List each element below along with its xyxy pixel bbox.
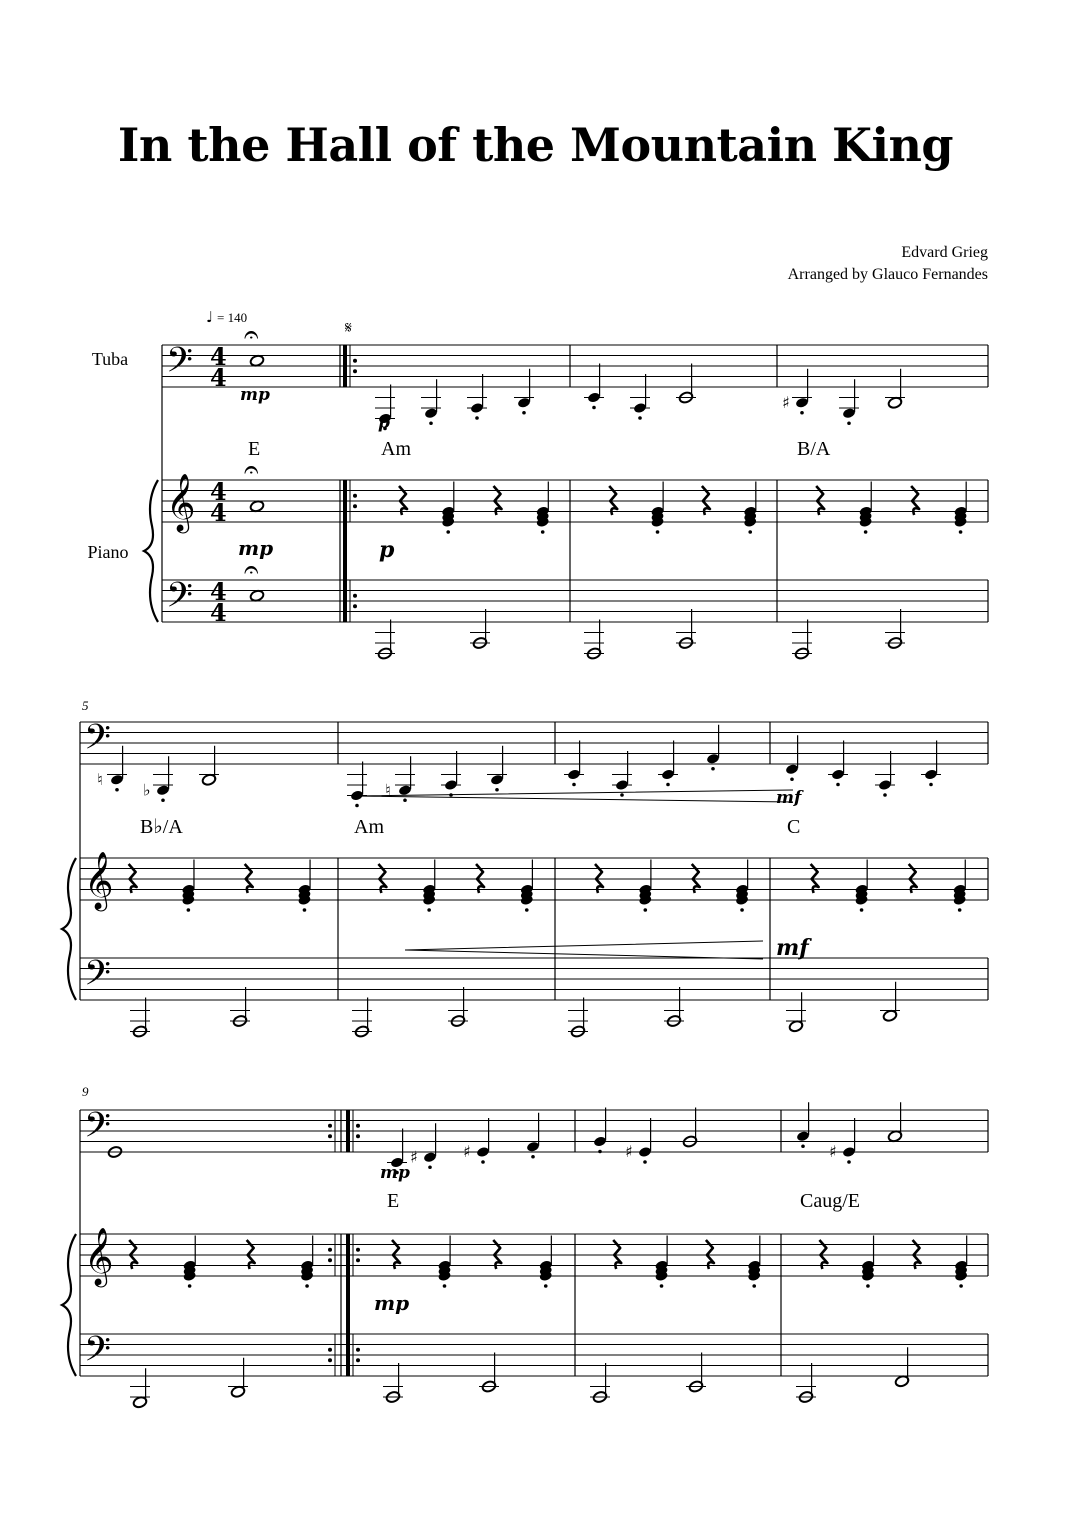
notehead	[796, 1130, 810, 1142]
repeat-thick-bar	[346, 1234, 350, 1376]
treble-clef-icon: 𝄞	[84, 850, 114, 909]
repeat-dot	[328, 1258, 332, 1262]
staccato-dot	[929, 783, 933, 787]
segno-icon: 𝄋	[345, 318, 352, 337]
barlines	[62, 345, 988, 1376]
staccato-dot	[429, 421, 433, 425]
staccato-dot	[305, 1284, 309, 1288]
notehead	[924, 768, 938, 780]
bass-clef-icon: 𝄢	[166, 339, 194, 389]
chord-symbol: C	[787, 816, 801, 838]
repeat-dot	[328, 1124, 332, 1128]
treble-clef-icon: 𝄞	[84, 1226, 114, 1285]
notehead	[249, 500, 264, 513]
chord-symbol: Am	[381, 438, 411, 460]
staccato-dot	[544, 1284, 548, 1288]
repeat-dot	[353, 359, 357, 363]
staccato-dot	[541, 530, 545, 534]
staccato-dot	[303, 908, 307, 912]
accidental: ♮	[97, 769, 103, 789]
repeat-dot	[356, 1134, 360, 1138]
tempo-note-icon: ♩	[206, 308, 214, 326]
bass-clef-icon: 𝄢	[84, 1328, 112, 1378]
notehead	[567, 768, 581, 780]
dynamic-marking: mp	[240, 385, 270, 405]
staccato-dot	[643, 1160, 647, 1164]
dynamic-marking: mf	[776, 935, 809, 961]
measure-number: 5	[82, 698, 89, 713]
staccato-dot	[836, 783, 840, 787]
repeat-dot	[328, 1348, 332, 1352]
repeat-dot	[328, 1358, 332, 1362]
staccato-dot	[752, 1284, 756, 1288]
repeat-thick-bar	[343, 480, 347, 622]
chord-symbol: Am	[354, 816, 384, 838]
notehead	[490, 774, 504, 786]
staccato-dot	[188, 1284, 192, 1288]
chord-symbol: B♭/A	[140, 816, 183, 838]
staccato-dot	[959, 1284, 963, 1288]
notehead	[526, 1141, 540, 1153]
time-signature-numerator: 4	[210, 476, 227, 506]
notehead	[842, 407, 856, 419]
staccato-dot	[495, 788, 499, 792]
repeat-dot	[353, 604, 357, 608]
crescendo-hairpin	[405, 941, 763, 959]
repeat-dot	[353, 494, 357, 498]
repeat-dot	[328, 1134, 332, 1138]
staccato-dot	[847, 1160, 851, 1164]
time-signature-denominator: 4	[210, 497, 227, 527]
dynamic-marking: mf	[776, 788, 802, 808]
instrument-label-tuba: Tuba	[91, 349, 129, 369]
repeat-thick-bar	[343, 345, 347, 387]
staccato-dot	[443, 1284, 447, 1288]
accidental: ♯	[463, 1142, 471, 1161]
staccato-dot	[525, 908, 529, 912]
staccato-dot	[800, 411, 804, 415]
notehead	[249, 354, 264, 367]
accidental: ♯	[829, 1142, 837, 1161]
staccato-dot	[592, 406, 596, 410]
time-signature-numerator: 4	[210, 341, 227, 371]
dynamic-marking: mp	[374, 1291, 410, 1315]
chord-symbol: E	[387, 1190, 400, 1212]
staccato-dot	[660, 1284, 664, 1288]
dynamic-marking: p	[379, 537, 395, 563]
staccato-dot	[711, 767, 715, 771]
notehead	[110, 774, 124, 786]
time-signature-numerator: 4	[210, 576, 227, 606]
staccato-dot	[115, 788, 119, 792]
bass-clef-icon: 𝄢	[84, 952, 112, 1002]
fermata-icon: 𝄐	[244, 555, 259, 585]
staccato-dot	[446, 530, 450, 534]
notehead	[785, 763, 799, 775]
crescendo-hairpin	[355, 790, 793, 802]
accidental: ♭	[143, 780, 151, 800]
staccato-dot	[427, 908, 431, 912]
bass-clef-icon: 𝄢	[84, 716, 112, 766]
staccato-dot	[355, 804, 359, 808]
repeat-dot	[353, 504, 357, 508]
staccato-dot	[666, 783, 670, 787]
staccato-dot	[481, 1160, 485, 1164]
notehead	[423, 1151, 437, 1163]
staccato-dot	[522, 411, 526, 415]
accidental: ♯	[782, 392, 790, 412]
repeat-thick-bar	[346, 1110, 350, 1152]
treble-clef-icon: 𝄞	[166, 472, 196, 531]
instrument-label-piano: Piano	[87, 542, 129, 562]
staccato-dot	[620, 793, 624, 797]
staccato-dot	[958, 908, 962, 912]
accidental: ♯	[625, 1142, 633, 1161]
repeat-dot	[356, 1348, 360, 1352]
clefs	[84, 340, 227, 1378]
notehead	[470, 402, 484, 414]
notehead	[517, 397, 531, 409]
measure-number: 9	[82, 1084, 89, 1099]
notehead	[444, 779, 458, 791]
score-title: In the Hall of the Mountain King	[117, 118, 954, 172]
repeat-dot	[353, 594, 357, 598]
tempo-text: = 140	[217, 310, 248, 325]
staccato-dot	[847, 421, 851, 425]
repeat-dot	[356, 1258, 360, 1262]
dynamic-marking: mp	[238, 536, 274, 560]
staccato-dot	[638, 416, 642, 420]
fermata-icon: 𝄐	[244, 320, 259, 350]
accidental: ♮	[385, 780, 391, 800]
arranger-credit: Arranged by Glauco Fernandes	[787, 266, 988, 283]
bass-clef-icon: 𝄢	[84, 1104, 112, 1154]
staccato-dot	[959, 530, 963, 534]
staccato-dot	[572, 783, 576, 787]
staccato-dot	[748, 530, 752, 534]
dynamic-marking: p	[378, 413, 390, 433]
time-signature-denominator: 4	[210, 597, 227, 627]
chord-symbol: B/A	[797, 438, 831, 460]
notehead	[587, 391, 601, 403]
notehead	[593, 1135, 607, 1147]
repeat-dot	[356, 1248, 360, 1252]
piano-brace	[144, 480, 158, 622]
staccato-dot	[598, 1150, 602, 1154]
staccato-dot	[801, 1144, 805, 1148]
notehead	[638, 1146, 652, 1158]
score-text	[82, 308, 860, 1315]
notehead	[633, 402, 647, 414]
chord-symbol: E	[248, 438, 261, 460]
staccato-dot	[644, 908, 648, 912]
notehead	[795, 397, 809, 409]
staccato-dot	[740, 908, 744, 912]
staccato-dot	[531, 1155, 535, 1159]
staccato-dot	[790, 777, 794, 781]
notehead	[661, 768, 675, 780]
staccato-dot	[475, 416, 479, 420]
staccato-dot	[161, 798, 165, 802]
repeat-dot	[328, 1248, 332, 1252]
notehead	[842, 1146, 856, 1158]
dynamic-marking: mp	[380, 1163, 410, 1183]
accidental: ♯	[410, 1147, 418, 1167]
staccato-dot	[656, 530, 660, 534]
staccato-dot	[187, 908, 191, 912]
fermata-icon: 𝄐	[244, 455, 259, 485]
chord-symbol: Caug/E	[800, 1190, 860, 1212]
piano-brace	[62, 858, 76, 1000]
bass-clef-icon: 𝄢	[166, 574, 194, 624]
notehead	[398, 784, 412, 796]
notehead	[156, 784, 170, 796]
notehead	[424, 407, 438, 419]
staccato-dot	[866, 1284, 870, 1288]
repeat-dot	[353, 369, 357, 373]
notehead	[831, 768, 845, 780]
notes	[97, 320, 968, 1409]
staccato-dot	[428, 1165, 432, 1169]
staccato-dot	[403, 798, 407, 802]
notehead	[615, 779, 629, 791]
staccato-dot	[883, 793, 887, 797]
staccato-dot	[860, 908, 864, 912]
repeat-dot	[356, 1358, 360, 1362]
time-signature-denominator: 4	[210, 362, 227, 392]
piano-brace	[62, 1234, 76, 1376]
composer-credit: Edvard Grieg	[901, 244, 988, 261]
notehead	[476, 1146, 490, 1158]
notehead	[249, 589, 264, 602]
notehead	[706, 753, 720, 765]
notehead	[878, 779, 892, 791]
staccato-dot	[864, 530, 868, 534]
repeat-dot	[356, 1124, 360, 1128]
